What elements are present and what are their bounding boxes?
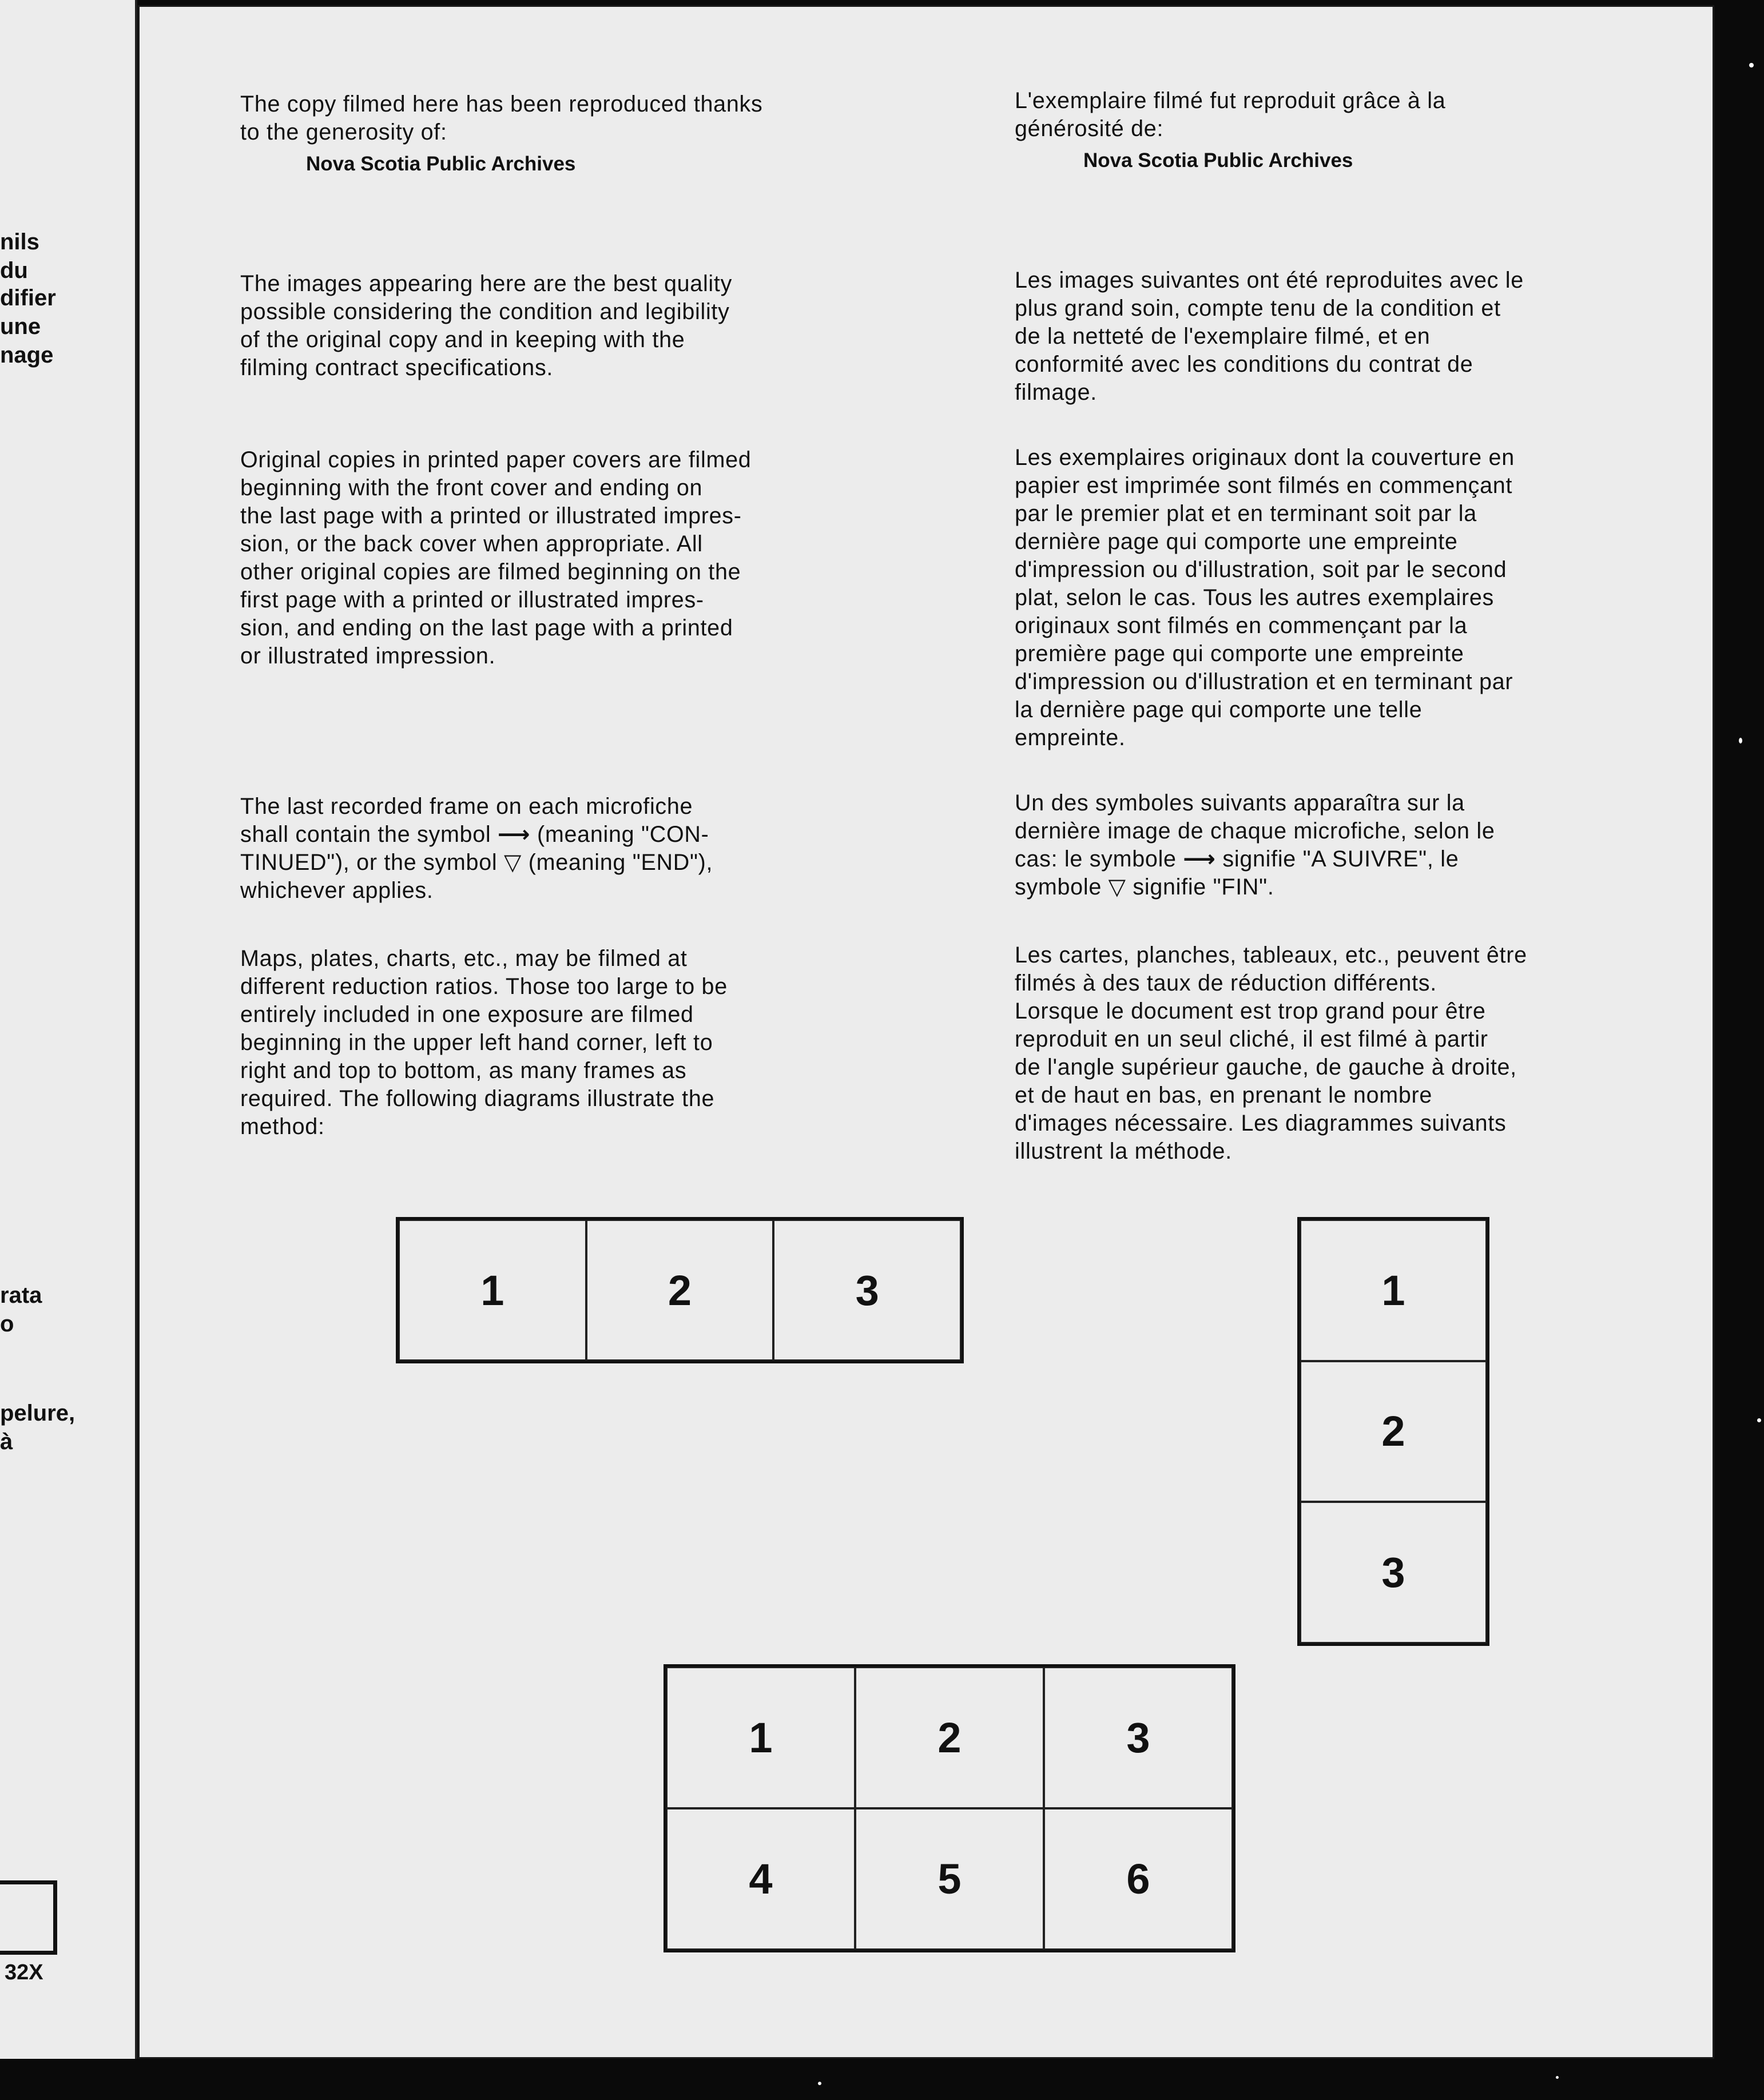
frame-cell: 6: [1044, 1808, 1233, 1950]
diagram-horizontal-frames: [396, 1217, 964, 1363]
prev-fragment-text: rata: [0, 1283, 42, 1308]
prev-fragment-text: pelure,: [0, 1401, 76, 1426]
credit-intro: L'exemplaire filmé fut reproduit grâce à la générosité de:: [1015, 88, 1446, 141]
frame-cell: 1: [1300, 1220, 1487, 1361]
frame-cell: 2: [586, 1220, 774, 1361]
quality-text: The images appearing here are the best quality possible considering the condition and legibility of the original copy and in keeping with the filming contract specifications.: [240, 271, 733, 380]
diagram-grid-frames: [664, 1664, 1235, 1952]
frame-cell: 3: [773, 1220, 961, 1361]
english-covers-paragraph: [240, 446, 995, 670]
quality-text: Les images suivantes ont été reproduites avec le plus grand soin, compte tenu de la condition et de la netteté de l'exemplaire filmé, et en conformité avec les conditions du contrat de filmage.: [1015, 268, 1524, 405]
prev-fragment-text: à: [0, 1429, 13, 1454]
frame-cell: 2: [1300, 1361, 1487, 1502]
reduction-label: 32X: [5, 1960, 43, 1984]
symbols-text: [240, 793, 995, 905]
english-maps-paragraph: [240, 945, 995, 1141]
frame-cell: 1: [399, 1220, 586, 1361]
credit-intro: The copy filmed here has been reproduced thanks to the generosity of:: [240, 92, 763, 145]
maps-text: Maps, plates, charts, etc., may be filmed at different reduction ratios. Those too large to be entirely included in one exposure are filmed beginning in the upper left hand corner, left to right and top to bottom, as many frames as required. The following diagrams illustrate the method:: [240, 946, 728, 1139]
arrow-icon: ⟶: [498, 822, 531, 847]
symbols-text: [1015, 789, 1718, 901]
covers-text: Les exemplaires originaux dont la couverture en papier est imprimée sont filmés en commençant par le premier plat et en terminant soit par la dernière page qui comporte une empreinte d'impression ou d'illustration, soit par le second plat, selon le cas. Tous les autres exemplaires originaux sont filmés en commençant par la première page qui comporte une empreinte d'impression ou d'illustration et en terminant par la dernière page qui comporte une telle empreinte.: [1015, 445, 1515, 750]
frame-cell: 2: [855, 1667, 1044, 1808]
frame-cell: 3: [1044, 1667, 1233, 1808]
frame-cell: 5: [855, 1808, 1044, 1950]
arrow-icon: ⟶: [1183, 846, 1216, 872]
english-symbols-paragraph: [240, 793, 995, 905]
frame-cell: 4: [666, 1808, 855, 1950]
dust-speck: [1739, 738, 1742, 743]
frame-cell: 1: [666, 1667, 855, 1808]
symbols-text-part: signifie "A SUIVRE", le symbole: [1015, 846, 1459, 900]
english-quality-paragraph: [240, 270, 995, 382]
symbols-text-part: (meaning "END"), whichever applies.: [240, 850, 713, 903]
archive-name: Nova Scotia Public Archives: [1083, 149, 1353, 172]
previous-page-fragment: [0, 0, 137, 2059]
symbols-text-part: The last recorded frame on each microfiche shall contain the symbol: [240, 794, 693, 847]
symbols-text-part: Un des symboles suivants apparaîtra sur la dernière image de chaque microfiche, selon le cas: le symbole: [1015, 790, 1495, 872]
french-maps-paragraph: [1015, 941, 1718, 1166]
end-triangle-icon: ▽: [1108, 874, 1126, 900]
dust-speck: [818, 2082, 821, 2085]
french-quality-paragraph: [1015, 267, 1718, 407]
covers-text: Original copies in printed paper covers are filmed beginning with the front cover and ending on the last page with a printed or illustrated impres- sion, or the back cover when appropriate. All other original copies are filmed beginning on the first page with a printed or illustrated impres- sion, and ending on the last page with a printed or illustrated impression.: [240, 447, 752, 669]
french-symbols-paragraph: [1015, 789, 1718, 901]
prev-fragment-text: une: [0, 314, 41, 339]
prev-fragment-text: o: [0, 1311, 14, 1337]
symbols-text-part: (meaning "CON- TINUED"), or the symbol: [240, 822, 709, 875]
frame-cell: 3: [1300, 1502, 1487, 1643]
french-credit: [1015, 87, 1718, 174]
diagram-vertical-frames: [1297, 1217, 1489, 1646]
archive-name: Nova Scotia Public Archives: [306, 153, 576, 175]
english-credit: [240, 90, 995, 178]
prev-fragment-text: nils: [0, 229, 39, 254]
resolution-target-box: [0, 1880, 57, 1955]
dust-speck: [1749, 63, 1754, 67]
end-triangle-icon: ▽: [504, 850, 522, 875]
prev-fragment-text: du: [0, 258, 28, 283]
french-covers-paragraph: [1015, 444, 1718, 752]
microfiche-notice-page: [140, 7, 1713, 2057]
prev-fragment-text: difier: [0, 285, 56, 311]
maps-text: Les cartes, planches, tableaux, etc., peuvent être filmés à des taux de réduction différents. Lorsque le document est trop grand pour être reproduit en un seul cliché, il est filmé à partir de l'angle supérieur gauche, de gauche à droite, et de haut en bas, en prenant le nombre d'images nécessaire. Les diagrammes suivants illustrent la méthode.: [1015, 942, 1527, 1164]
symbols-text-part: signifie "FIN".: [1126, 874, 1274, 900]
dust-speck: [1757, 1418, 1761, 1422]
prev-fragment-text: nage: [0, 343, 54, 368]
dust-speck: [1556, 2076, 1559, 2079]
